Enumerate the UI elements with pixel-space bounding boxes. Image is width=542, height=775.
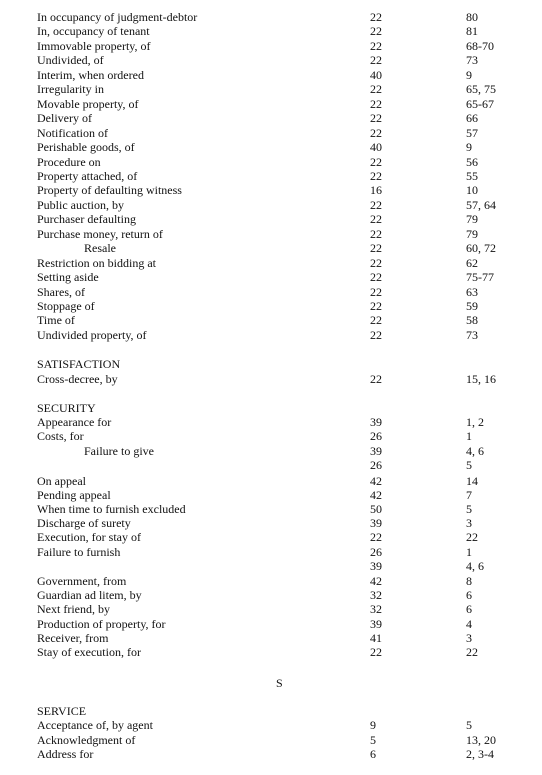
entry-rule-number: 65, 75: [466, 82, 496, 96]
entry-order-number: 42: [370, 488, 382, 502]
entry-rule-number: 66: [466, 111, 478, 125]
entry-rule-number: 3: [466, 516, 472, 530]
entry-rule-number: 79: [466, 212, 478, 226]
entry-term: Execution, for stay of: [37, 530, 141, 544]
entry-term: Delivery of: [37, 111, 92, 125]
index-entry: [0, 733, 542, 747]
index-entry: [0, 39, 542, 53]
entry-term: Undivided, of: [37, 53, 104, 67]
entry-order-number: 39: [370, 444, 382, 458]
entry-rule-number: 6: [466, 602, 472, 616]
entry-term: Perishable goods, of: [37, 140, 135, 154]
index-entry: [0, 602, 542, 616]
entry-rule-number: 9: [466, 68, 472, 82]
index-entry: [0, 502, 542, 516]
entry-order-number: 22: [370, 97, 382, 111]
entry-rule-number: 59: [466, 299, 478, 313]
entry-rule-number: 60, 72: [466, 241, 496, 255]
entry-order-number: 42: [370, 574, 382, 588]
entry-term: Failure to give: [84, 444, 154, 458]
entry-rule-number: 1: [466, 545, 472, 559]
entry-term: Guardian ad litem, by: [37, 588, 142, 602]
index-entry: [0, 545, 542, 559]
entry-order-number: 6: [370, 747, 376, 761]
index-entry: [0, 631, 542, 645]
entry-rule-number: 62: [466, 256, 478, 270]
entry-order-number: 26: [370, 545, 382, 559]
entry-rule-number: 1, 2: [466, 415, 484, 429]
entry-rule-number: 1: [466, 429, 472, 443]
entry-order-number: 22: [370, 299, 382, 313]
entry-order-number: 22: [370, 111, 382, 125]
entry-order-number: 22: [370, 241, 382, 255]
entry-term: Pending appeal: [37, 488, 111, 502]
index-entry: [0, 212, 542, 226]
entry-order-number: 22: [370, 82, 382, 96]
index-entry: [0, 24, 542, 38]
entry-rule-number: 3: [466, 631, 472, 645]
entry-order-number: 22: [370, 212, 382, 226]
entry-order-number: 39: [370, 415, 382, 429]
entry-rule-number: 4, 6: [466, 444, 484, 458]
index-entry: [0, 53, 542, 67]
index-entry: [0, 10, 542, 24]
entry-term: When time to furnish excluded: [37, 502, 186, 516]
entry-term: In, occupancy of tenant: [37, 24, 150, 38]
entry-order-number: 22: [370, 169, 382, 183]
entry-term: In occupancy of judgment-debtor: [37, 10, 198, 24]
entry-term: Receiver, from: [37, 631, 109, 645]
index-entry: [0, 588, 542, 602]
entry-order-number: 22: [370, 24, 382, 38]
index-entry: [0, 488, 542, 502]
index-entry: [0, 270, 542, 284]
entry-order-number: 5: [370, 733, 376, 747]
entry-order-number: 39: [370, 617, 382, 631]
entry-rule-number: 10: [466, 183, 478, 197]
entry-term: Property attached, of: [37, 169, 138, 183]
entry-rule-number: 5: [466, 458, 472, 472]
index-entry: [0, 126, 542, 140]
index-entry: [0, 82, 542, 96]
index-entry: [0, 183, 542, 197]
entry-rule-number: 8: [466, 574, 472, 588]
heading-security: SECURITY: [37, 401, 96, 415]
index-entry: [0, 429, 542, 443]
entry-term: Procedure on: [37, 155, 101, 169]
index-entry: [0, 617, 542, 631]
index-entry: [0, 474, 542, 488]
entry-rule-number: 57, 64: [466, 198, 496, 212]
entry-rule-number: 63: [466, 285, 478, 299]
index-entry: [0, 227, 542, 241]
index-entry: [0, 68, 542, 82]
entry-term: Stay of execution, for: [37, 645, 141, 659]
index-entry: [0, 516, 542, 530]
entry-term: Immovable property, of: [37, 39, 151, 53]
entry-order-number: 22: [370, 155, 382, 169]
heading-satisfaction: SATISFACTION: [37, 357, 121, 371]
entry-term: On appeal: [37, 474, 86, 488]
entry-order-number: 32: [370, 588, 382, 602]
entry-rule-number: 6: [466, 588, 472, 602]
entry-term: Property of defaulting witness: [37, 183, 182, 197]
entry-order-number: 39: [370, 559, 382, 573]
index-entry: [0, 559, 542, 573]
entry-order-number: 22: [370, 256, 382, 270]
entry-order-number: 32: [370, 602, 382, 616]
entry-rule-number: 4: [466, 617, 472, 631]
entry-order-number: 40: [370, 68, 382, 82]
entry-term: Setting aside: [37, 270, 99, 284]
index-entry: [0, 169, 542, 183]
index-entry: [0, 256, 542, 270]
entry-rule-number: 5: [466, 502, 472, 516]
entry-order-number: 22: [370, 39, 382, 53]
index-entry: [0, 140, 542, 154]
entry-order-number: 9: [370, 718, 376, 732]
entry-order-number: 22: [370, 126, 382, 140]
entry-order-number: 22: [370, 198, 382, 212]
entry-rule-number: 15, 16: [466, 372, 496, 386]
entry-term: Failure to furnish: [37, 545, 121, 559]
index-entry: [0, 530, 542, 544]
entry-term: Restriction on bidding at: [37, 256, 156, 270]
index-entry: [0, 458, 542, 472]
entry-term: Interim, when ordered: [37, 68, 144, 82]
entry-order-number: 22: [370, 313, 382, 327]
index-entry: [0, 285, 542, 299]
entry-order-number: 22: [370, 270, 382, 284]
index-entry: [0, 198, 542, 212]
index-entry: [0, 372, 542, 386]
entry-order-number: 50: [370, 502, 382, 516]
entry-rule-number: 80: [466, 10, 478, 24]
index-entry: [0, 299, 542, 313]
entry-rule-number: 22: [466, 530, 478, 544]
entry-rule-number: 9: [466, 140, 472, 154]
entry-order-number: 22: [370, 372, 382, 386]
entry-term: Discharge of surety: [37, 516, 131, 530]
index-entry: [0, 645, 542, 659]
entry-rule-number: 79: [466, 227, 478, 241]
entry-order-number: 40: [370, 140, 382, 154]
index-entry: [0, 328, 542, 342]
entry-rule-number: 73: [466, 328, 478, 342]
entry-term: Public auction, by: [37, 198, 124, 212]
index-entry: [0, 241, 542, 255]
entry-order-number: 22: [370, 53, 382, 67]
entry-rule-number: 4, 6: [466, 559, 484, 573]
entry-rule-number: 73: [466, 53, 478, 67]
entry-rule-number: 7: [466, 488, 472, 502]
entry-term: Acknowledgment of: [37, 733, 136, 747]
entry-rule-number: 22: [466, 645, 478, 659]
entry-order-number: 26: [370, 458, 382, 472]
entry-term: Irregularity in: [37, 82, 104, 96]
entry-rule-number: 56: [466, 155, 478, 169]
index-entry: [0, 111, 542, 125]
entry-term: Cross-decree, by: [37, 372, 118, 386]
entry-order-number: 22: [370, 645, 382, 659]
entry-rule-number: 65-67: [466, 97, 494, 111]
entry-term: Government, from: [37, 574, 127, 588]
entry-term: Shares, of: [37, 285, 85, 299]
entry-order-number: 22: [370, 227, 382, 241]
entry-term: Costs, for: [37, 429, 84, 443]
entry-rule-number: 81: [466, 24, 478, 38]
entry-order-number: 16: [370, 183, 382, 197]
entry-term: Production of property, for: [37, 617, 166, 631]
entry-term: Acceptance of, by agent: [37, 718, 153, 732]
entry-order-number: 22: [370, 530, 382, 544]
entry-term: Address for: [37, 747, 94, 761]
entry-rule-number: 75-77: [466, 270, 494, 284]
index-entry: [0, 574, 542, 588]
heading-service: SERVICE: [37, 704, 87, 718]
entry-rule-number: 55: [466, 169, 478, 183]
index-entry: [0, 718, 542, 732]
entry-order-number: 42: [370, 474, 382, 488]
entry-term: Undivided property, of: [37, 328, 147, 342]
entry-rule-number: 5: [466, 718, 472, 732]
index-entry: [0, 97, 542, 111]
entry-term: Resale: [84, 241, 116, 255]
entry-rule-number: 68-70: [466, 39, 494, 53]
entry-rule-number: 57: [466, 126, 478, 140]
entry-term: Purchase money, return of: [37, 227, 163, 241]
entry-term: Stoppage of: [37, 299, 95, 313]
entry-order-number: 22: [370, 10, 382, 24]
entry-term: Appearance for: [37, 415, 112, 429]
entry-order-number: 22: [370, 285, 382, 299]
entry-order-number: 39: [370, 516, 382, 530]
index-entry: [0, 415, 542, 429]
index-entry: [0, 155, 542, 169]
entry-order-number: 26: [370, 429, 382, 443]
entry-order-number: 41: [370, 631, 382, 645]
entry-term: Notification of: [37, 126, 108, 140]
entry-term: Purchaser defaulting: [37, 212, 136, 226]
entry-term: Next friend, by: [37, 602, 110, 616]
index-entry: [0, 444, 542, 458]
entry-rule-number: 14: [466, 474, 478, 488]
index-entry: [0, 313, 542, 327]
entry-rule-number: 13, 20: [466, 733, 496, 747]
index-entry: [0, 747, 542, 761]
entry-rule-number: 2, 3-4: [466, 747, 494, 761]
section-letter: S: [276, 676, 283, 690]
entry-term: Time of: [37, 313, 75, 327]
entry-term: Movable property, of: [37, 97, 139, 111]
entry-rule-number: 58: [466, 313, 478, 327]
entry-order-number: 22: [370, 328, 382, 342]
